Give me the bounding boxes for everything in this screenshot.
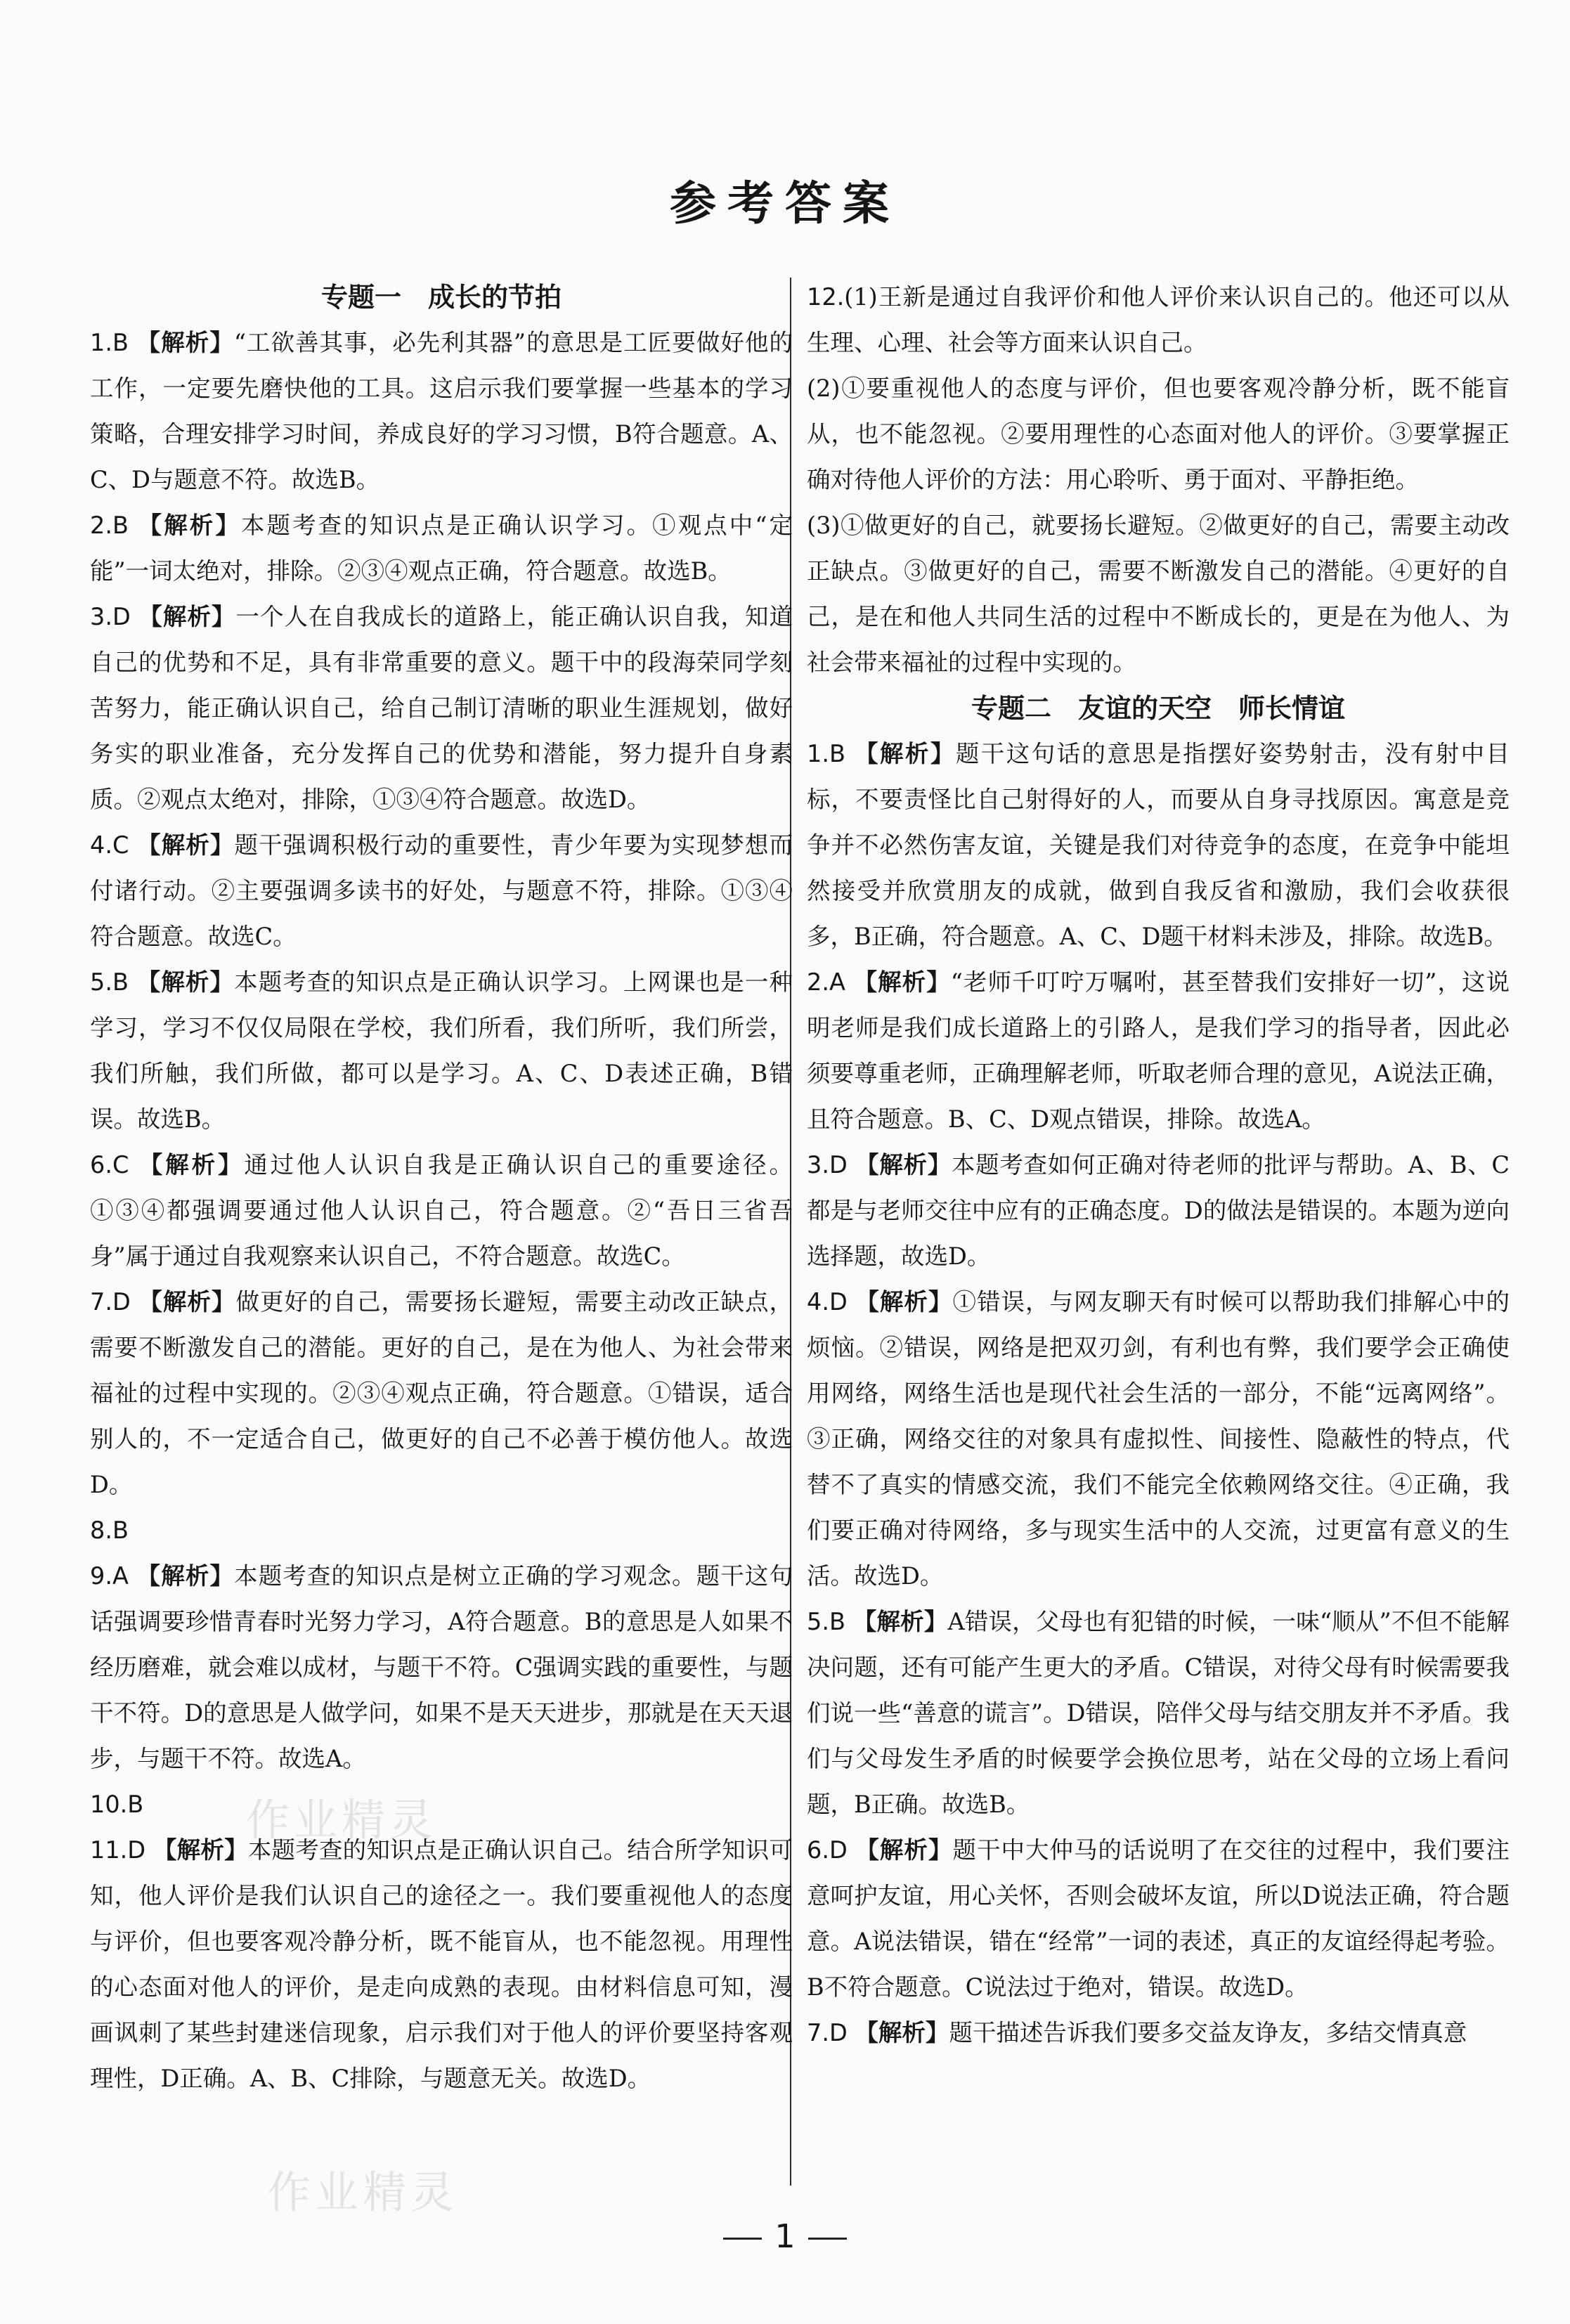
answer-item: 10.B <box>90 1791 144 1818</box>
answer-item: 2.A 【解析】“老师千叮咛万嘱咐，甚至替我们安排好一切”，这说明老师是我们成长道路上的引路人，是我们学习的指导者，因此必须要尊重老师，正确理解老师，听取老师合理的意见，A说法正确，且符合题意。B、C、D观点错误，排除。故选A。 <box>807 968 1510 1133</box>
dash-left <box>723 2238 762 2240</box>
answer-item: 5.B 【解析】A错误，父母也有犯错的时候，一味“顺从”不但不能解决问题，还有可能产生更大的矛盾。C错误，对待父母有时候需要我们说一些“善意的谎言”。D错误，陪伴父母与结交朋友并不矛盾。我们与父母发生矛盾的时候要学会换位思考，站在父母的立场上看问题，B正确。故选B。 <box>807 1608 1510 1818</box>
watermark: 作业精灵 <box>246 1794 438 1845</box>
answer-item: 4.C 【解析】题干强调积极行动的重要性，青少年要为实现梦想而付诸行动。②主要强调多读书的好处，与题意不符，排除。①③④符合题意。故选C。 <box>90 831 793 950</box>
answer-item: 5.B 【解析】本题考查的知识点是正确认识学习。上网课也是一种学习，学习不仅仅局限在学校，我们所看，我们所听，我们所尝，我们所触，我们所做，都可以是学习。A、C、D表述正确，B错误。故选B。 <box>90 968 793 1133</box>
answer-item: 4.D 【解析】①错误，与网友聊天有时候可以帮助我们排解心中的烦恼。②错误，网络是把双刃剑，有利也有弊，我们要学会正确使用网络，网络生活也是现代社会生活的一部分，不能“远离网络”。③正确，网络交往的对象具有虚拟性、间接性、隐蔽性的特点，代替不了真实的情感交流，我们不能完全依赖网络交往。④正确，我们要正确对待网络，多与现实生活中的人交流，过更富有意义的生活。故选D。 <box>807 1288 1510 1590</box>
section-title-topic-1: 专题一 成长的节拍 <box>320 281 562 313</box>
answer-item: 3.D 【解析】本题考查如何正确对待老师的批评与帮助。A、B、C都是与老师交往中应有的正确态度。D的做法是错误的。本题为逆向选择题，故选D。 <box>807 1151 1510 1270</box>
page-title: 参考答案 <box>670 176 900 231</box>
answer-item: 8.B <box>90 1517 129 1544</box>
left-column <box>90 274 793 2101</box>
answer-item: 9.A 【解析】本题考查的知识点是树立正确的学习观念。题干这句话强调要珍惜青春时光努力学习，A符合题意。B的意思是人如果不经历磨难，就会难以成材，与题干不符。C强调实践的重要性，与题干不符。D的意思是人做学问，如果不是天天进步，那就是在天天退步，与题干不符。故选A。 <box>90 1562 793 1772</box>
dash-right <box>808 2238 847 2240</box>
answer-item: 7.D 【解析】题干描述告诉我们要多交益友诤友，多结交情真意 <box>807 2019 1467 2046</box>
answer-item-12-part-1: 12.(1)王新是通过自我评价和他人评价来认识自己的。他还可以从生理、心理、社会等方面来认识自己。 <box>807 283 1510 356</box>
section-title-topic-2: 专题二 友谊的天空 师长情谊 <box>971 692 1345 724</box>
page-number: 1 <box>0 2217 1570 2255</box>
right-column <box>807 274 1510 2056</box>
answer-item: 1.B 【解析】“工欲善其事，必先利其器”的意思是工匠要做好他的工作，一定要先磨快他的工具。这启示我们要掌握一些基本的学习策略，合理安排学习时间，养成良好的学习习惯，B符合题意。A、C、D与题意不符。故选B。 <box>90 329 793 493</box>
answer-item: 11.D 【解析】本题考查的知识点是正确认识自己。结合所学知识可知，他人评价是我们认识自己的途径之一。我们要重视他人的态度与评价，但也要客观冷静分析，既不能盲从，也不能忽视。用理性的心态面对他人的评价，是走向成熟的表现。由材料信息可知，漫画讽刺了某些封建迷信现象，启示我们对于他人的评价要坚持客观理性，D正确。A、B、C排除，与题意无关。故选D。 <box>90 1836 793 2092</box>
answer-item: 6.C 【解析】通过他人认识自我是正确认识自己的重要途径。①③④都强调要通过他人认识自己，符合题意。②“吾日三省吾身”属于通过自我观察来认识自己，不符合题意。故选C。 <box>90 1151 793 1270</box>
answer-item: 2.B 【解析】本题考查的知识点是正确认识学习。①观点中“定能”一词太绝对，排除。②③④观点正确，符合题意。故选B。 <box>90 512 793 585</box>
watermark: 作业精灵 <box>267 2167 459 2218</box>
answer-item-12-part-2: (2)①要重视他人的态度与评价，但也要客观冷静分析，既不能盲从，也不能忽视。②要用理性的心态面对他人的评价。③要掌握正确对待他人评价的方法：用心聆听、勇于面对、平静拒绝。 <box>807 375 1510 493</box>
answer-item: 3.D 【解析】一个人在自我成长的道路上，能正确认识自我，知道自己的优势和不足，具有非常重要的意义。题干中的段海荣同学刻苦努力，能正确认识自己，给自己制订清晰的职业生涯规划，做好务实的职业准备，充分发挥自己的优势和潜能，努力提升自身素质。②观点太绝对，排除，①③④符合题意。故选D。 <box>90 603 793 813</box>
answer-item: 7.D 【解析】做更好的自己，需要扬长避短，需要主动改正缺点，需要不断激发自己的潜能。更好的自己，是在为他人、为社会带来福祉的过程中实现的。②③④观点正确，符合题意。①错误，适合别人的，不一定适合自己，做更好的自己不必善于模仿他人。故选D。 <box>90 1288 793 1498</box>
answer-item: 1.B 【解析】题干这句话的意思是指摆好姿势射击，没有射中目标，不要责怪比自己射得好的人，而要从自身寻找原因。寓意是竞争并不必然伤害友谊，关键是我们对待竞争的态度，在竞争中能坦然接受并欣赏朋友的成就，做到自我反省和激励，我们会收获很多，B正确，符合题意。A、C、D题干材料未涉及，排除。故选B。 <box>807 740 1510 950</box>
answer-item-12-part-3: (3)①做更好的自己，就要扬长避短。②做更好的自己，需要主动改正缺点。③做更好的自己，需要不断激发自己的潜能。④更好的自己，是在和他人共同生活的过程中不断成长的，更是在为他人、为社会带来福祉的过程中实现的。 <box>807 512 1510 676</box>
answer-item: 6.D 【解析】题干中大仲马的话说明了在交往的过程中，我们要注意呵护友谊，用心关怀，否则会破坏友谊，所以D说法正确，符合题意。A说法错误，错在“经常”一词的表述，真正的友谊经得起考验。B不符合题意。C说法过于绝对，错误。故选D。 <box>807 1836 1510 2001</box>
